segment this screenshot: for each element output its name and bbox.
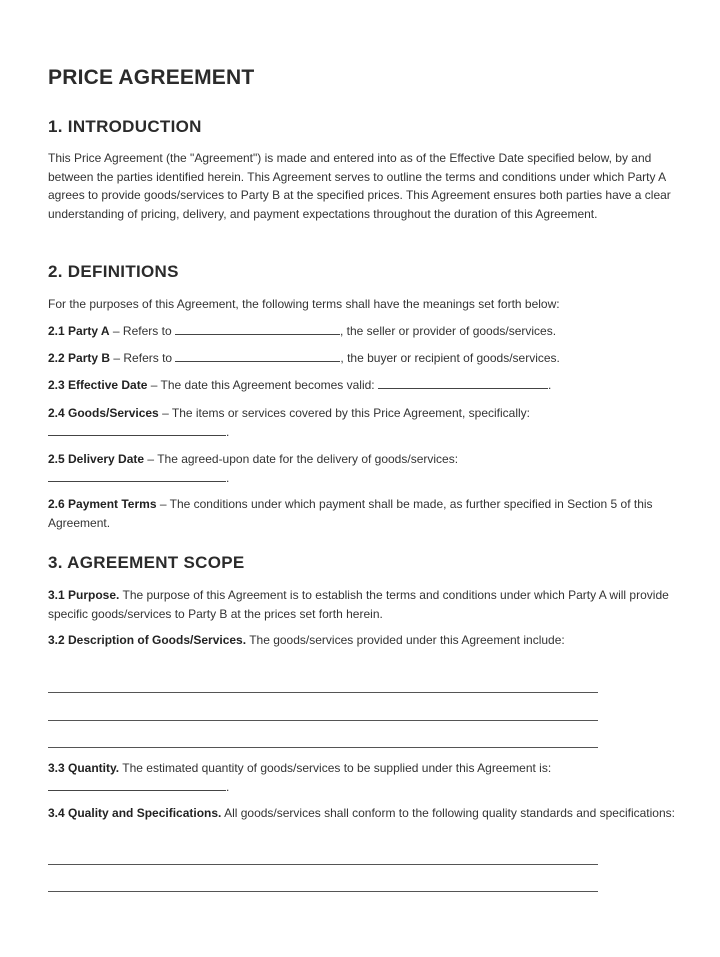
quality-blank-line-2 [48,891,598,892]
definition-party-a [48,322,676,341]
scope-text: The purpose of this Agreement is to establish the terms and conditions under which Party A will provide specific goods/services to Party B at the prices set forth herein. [48,588,669,621]
definition-goods-services [48,404,676,441]
definition-text-after: . [226,424,230,439]
scope-text: The goods/services provided under this Agreement include: [246,633,565,647]
scope-purpose [48,586,676,623]
definition-text-after: . [547,378,552,392]
definition-effective-date [48,376,676,395]
party-a-blank [175,324,340,335]
definition-label: 2.2 Party B [48,351,111,365]
description-blank-line-1 [48,692,598,693]
definition-label: 2.1 Party A [48,324,110,338]
scope-quantity [48,759,676,796]
definitions-lead: For the purposes of this Agreement, the following terms shall have the meanings set forth below: [48,297,560,311]
section-heading-introduction: 1. INTRODUCTION [48,117,202,136]
scope-label: 3.4 Quality and Specifications. [48,806,222,820]
description-blank-line-3 [48,747,598,748]
definition-payment-terms [48,495,676,532]
definition-text: – The conditions under which payment shall be made, as further specified in Section 5 of this Agreement. [48,497,653,530]
definition-text: – The agreed-upon date for the delivery of goods/services: [144,452,459,466]
scope-label: 3.2 Description of Goods/Services. [48,633,247,647]
definition-text: – The items or services covered by this Price Agreement, specifically: [158,406,530,420]
document-title: PRICE AGREEMENT [48,66,255,89]
section-heading-definitions: 2. DEFINITIONS [48,262,179,281]
party-b-blank [175,351,340,362]
introduction-paragraph: This Price Agreement (the "Agreement") is made and entered into as of the Effective Date specified below, by and between the parties identified herein. This Agreement serves to outline the terms and conditions under which Party A agrees to provide goods/services to Party B at the specified prices. This Agreement ensures both parties have a clear understanding of pricing, delivery, and payment expectations throughout the duration of this Agreement. [48,151,671,221]
delivery-date-blank [48,471,226,482]
scope-description [48,631,676,650]
quality-blank-line-1 [48,864,598,865]
quantity-blank [48,780,226,791]
section-heading-agreement-scope: 3. AGREEMENT SCOPE [48,553,245,572]
definition-label: 2.6 Payment Terms [48,497,157,511]
effective-date-blank [378,378,548,389]
scope-text: All goods/services shall conform to the following quality standards and specifications: [221,806,675,820]
definition-label: 2.4 Goods/Services [48,406,159,420]
scope-quality [48,804,676,823]
definition-text-after: , the seller or provider of goods/services. [339,324,557,338]
definition-label: 2.5 Delivery Date [48,452,145,466]
definition-delivery-date [48,450,676,487]
definition-label: 2.3 Effective Date [48,378,148,392]
definition-text: – Refers to [110,351,176,365]
scope-text: The estimated quantity of goods/services to be supplied under this Agreement is: [119,761,552,775]
definition-text: – Refers to [109,324,175,338]
definition-text-after: . [226,470,230,485]
goods-services-blank [48,425,226,436]
definition-text-after: , the buyer or recipient of goods/services. [340,351,560,365]
definition-text: – The date this Agreement becomes valid: [147,378,378,392]
definition-party-b [48,349,676,368]
scope-text-after: . [226,779,230,794]
scope-label: 3.3 Quantity. [48,761,120,775]
description-blank-line-2 [48,720,598,721]
scope-label: 3.1 Purpose. [48,588,120,602]
